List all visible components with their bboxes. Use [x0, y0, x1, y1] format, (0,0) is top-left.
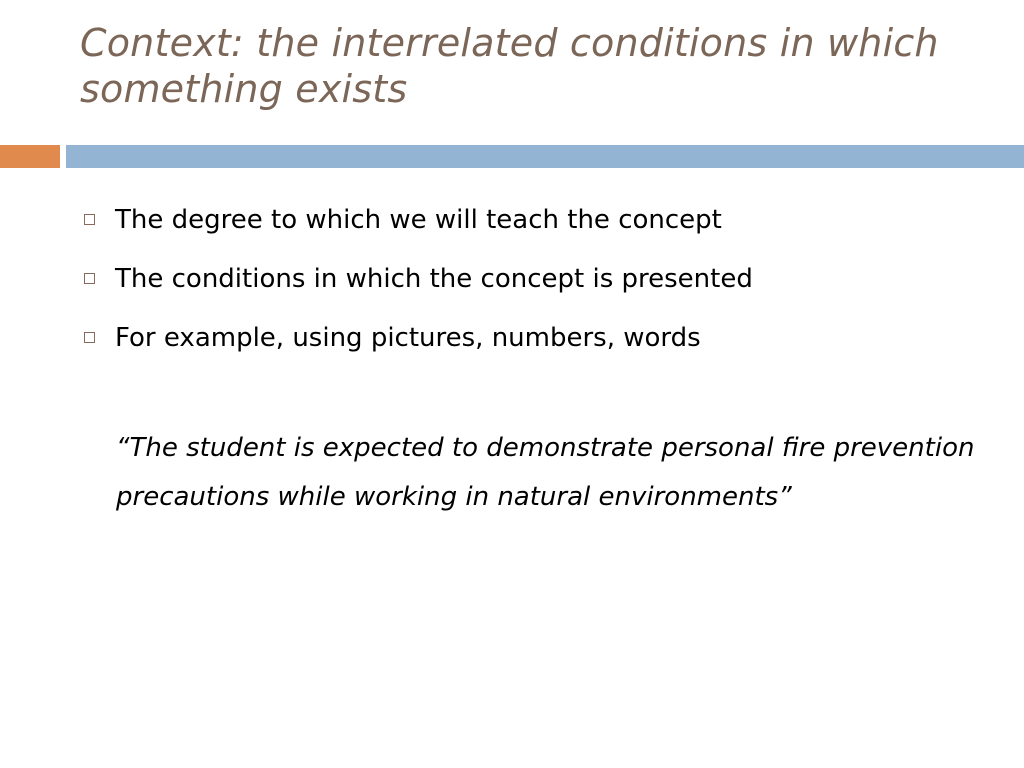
bullet-text: The degree to which we will teach the concept	[115, 204, 722, 235]
bullet-item	[80, 308, 980, 367]
bullet-item	[80, 190, 980, 249]
square-bullet-icon	[84, 332, 95, 343]
square-bullet-icon	[84, 214, 95, 225]
bullet-text: For example, using pictures, numbers, words	[115, 322, 701, 353]
accent-bar-blue	[66, 145, 1024, 168]
slide-title: Context: the interrelated conditions in which something exists	[80, 21, 939, 111]
square-bullet-icon	[84, 273, 95, 284]
bullet-list	[80, 190, 980, 367]
bullet-text: The conditions in which the concept is presented	[115, 263, 753, 294]
bullet-item	[80, 249, 980, 308]
accent-bar-orange	[0, 145, 60, 168]
example-quote: “The student is expected to demonstrate personal fire prevention precautions while working in natural environments”	[116, 433, 975, 512]
